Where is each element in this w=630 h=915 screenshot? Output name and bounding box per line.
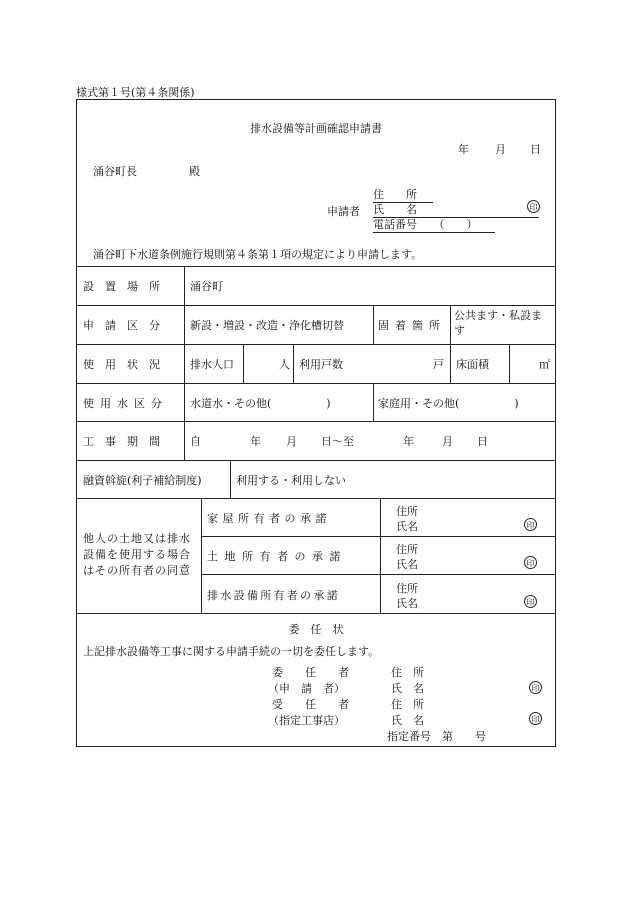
area-unit: ㎡: [539, 358, 550, 371]
land-owner-seal: 印: [524, 556, 537, 569]
delegator-label: 委 任 者: [272, 666, 349, 679]
period-day-to: 日～至: [321, 435, 354, 448]
application-statement: 涌谷町下水道条例施行規則第４条第１項の規定により申請します。: [93, 248, 423, 261]
house-owner-consent: 家屋所有者の承諾: [207, 512, 331, 525]
delegator-name: 氏 名: [391, 682, 424, 695]
household-unit: 戸: [433, 358, 444, 371]
applicant-address: 住 所: [373, 186, 433, 203]
designation-number: 指定番号 第 号: [387, 730, 486, 743]
period-month-2: 月: [442, 435, 453, 448]
delegate-address: 住 所: [391, 698, 424, 711]
facility-owner-name: 氏名: [396, 597, 418, 610]
facility-owner-seal: 印: [524, 595, 537, 608]
delegate-label: 受 任 者: [272, 698, 349, 711]
floor-area-label: 床面積: [456, 358, 489, 371]
period-from: 自: [190, 435, 201, 448]
date-month: 月: [495, 143, 506, 156]
category-value: 新設・増設・改造・浄化槽切替: [190, 319, 344, 332]
person-unit: 人: [279, 358, 290, 371]
period-year-2: 年: [403, 435, 414, 448]
house-owner-address: 住所: [396, 505, 418, 518]
location-label: 設置場所: [83, 280, 171, 293]
delegator-address: 住 所: [391, 666, 424, 679]
water-type-value-2: 家庭用・その他( ): [378, 397, 519, 410]
delegate-seal: 印: [529, 712, 542, 725]
house-owner-seal: 印: [524, 518, 537, 531]
land-owner-address: 住所: [396, 543, 418, 556]
form-number: 様式第１号(第４条関係): [76, 86, 195, 99]
period-year-1: 年: [250, 435, 261, 448]
applicant-phone: 電話番号 （ ）: [373, 216, 495, 233]
period-month-1: 月: [286, 435, 297, 448]
fixed-location-label: 固着箇所: [378, 319, 446, 332]
construction-period-label: 工事期間: [83, 435, 171, 448]
date-day: 日: [530, 143, 541, 156]
addressee: 涌谷町長: [93, 165, 137, 178]
facility-owner-address: 住所: [396, 582, 418, 595]
households-label: 利用戸数: [299, 358, 343, 371]
delegation-statement: 上記排水設備等工事に関する申請手続の一切を委任します。: [83, 645, 380, 658]
period-day-2: 日: [477, 435, 488, 448]
applicant-name: 氏 名: [373, 201, 539, 218]
consent-label: 他人の土地又は排水設備を使用する場合はその所有者の同意: [83, 532, 191, 577]
date-year: 年: [458, 143, 469, 156]
delegate-sub: （指定工事店）: [268, 714, 345, 727]
house-owner-name: 氏名: [396, 520, 418, 533]
water-type-value-1: 水道水・その他( ): [190, 397, 331, 410]
delegator-sub: （申 請 者）: [268, 682, 345, 695]
land-owner-consent: 土地所有者の承諾: [207, 550, 347, 563]
loan-value: 利用する・利用しない: [236, 474, 346, 487]
drain-population-label: 排水人口: [190, 358, 234, 371]
applicant-label: 申請者: [327, 205, 360, 218]
honorific: 殿: [189, 165, 200, 178]
usage-label: 使用状況: [83, 358, 171, 371]
delegator-seal: 印: [529, 681, 542, 694]
delegation-title: 委 任 状: [288, 623, 344, 636]
water-type-label: 使用水区分: [83, 397, 168, 410]
application-form: [76, 99, 556, 747]
document-title: 排水設備等計画確認申請書: [250, 122, 382, 135]
category-label: 申請区分: [83, 319, 171, 332]
fixed-location-value: 公共ます・私設ます: [454, 309, 542, 337]
delegate-name: 氏 名: [391, 714, 424, 727]
facility-owner-consent: 排水設備所有者の承諾: [207, 589, 340, 602]
location-value: 涌谷町: [190, 280, 223, 293]
applicant-seal: 印: [527, 200, 540, 213]
land-owner-name: 氏名: [396, 558, 418, 571]
loan-label: 融資斡旋(利子補給制度): [83, 474, 202, 487]
